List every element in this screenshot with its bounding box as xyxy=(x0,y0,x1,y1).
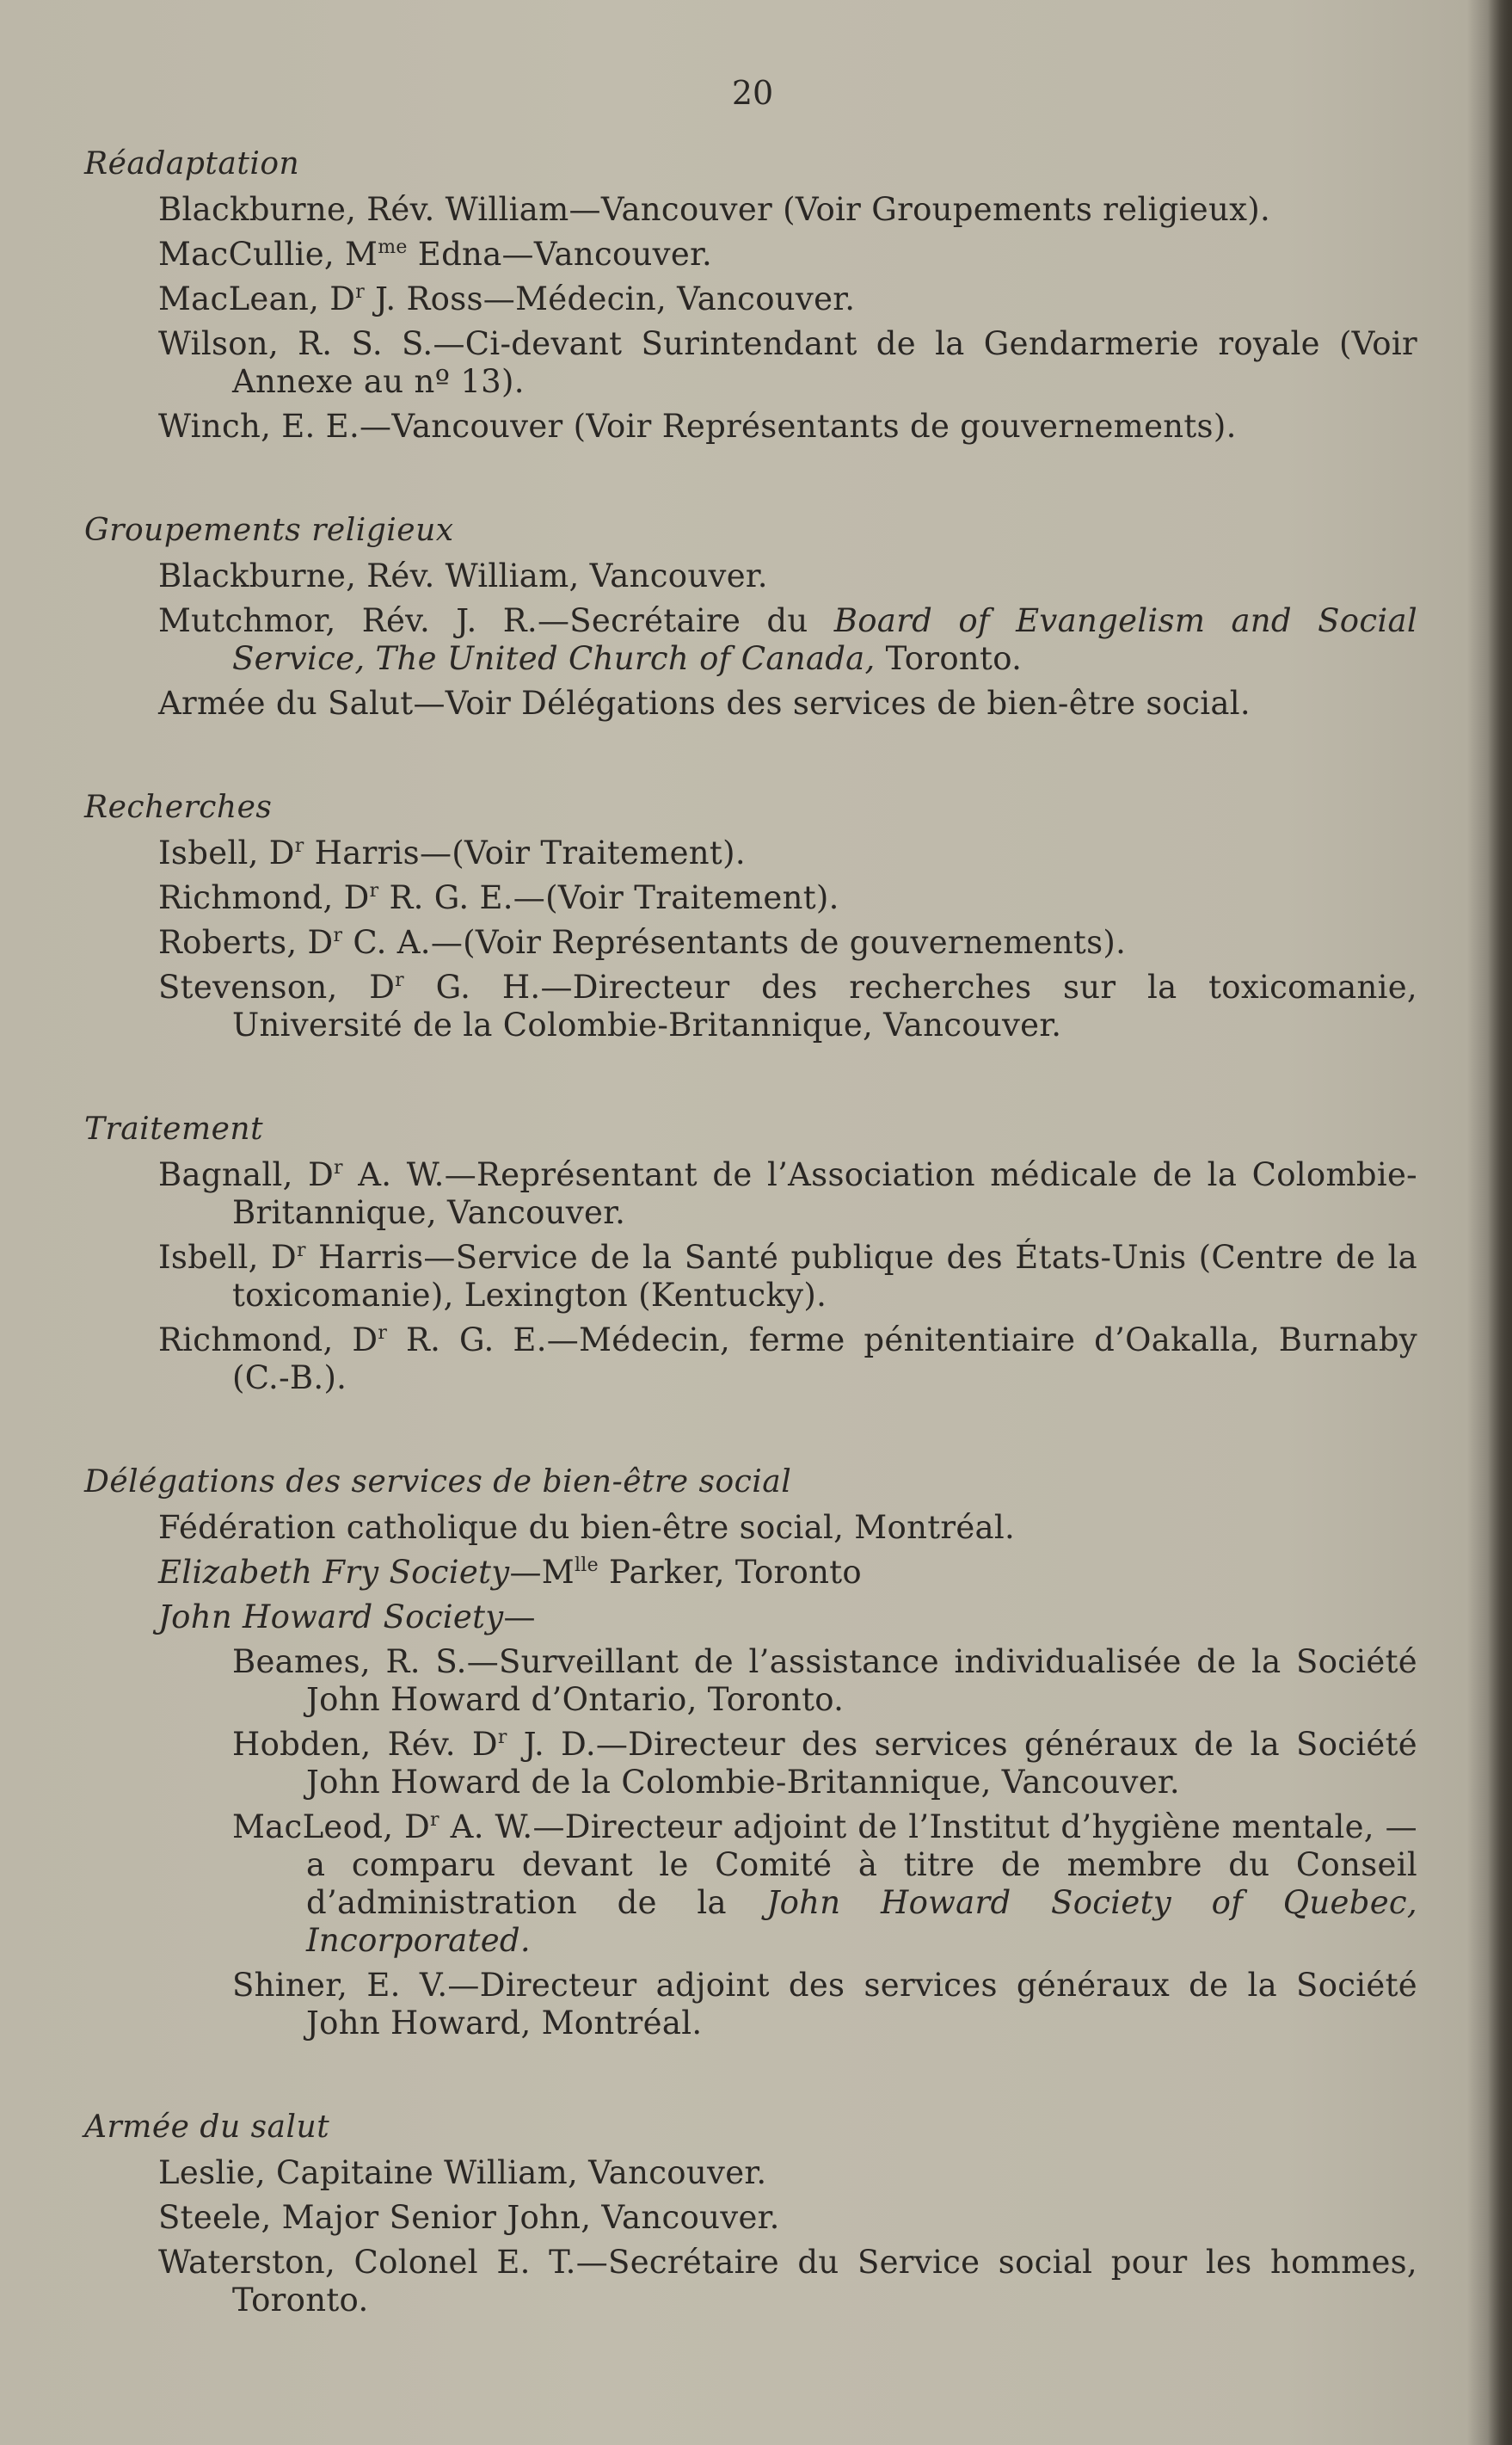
page-edge-shadow xyxy=(1488,0,1512,2445)
entry: Richmond, $D^r$ R. G. E.—(Voir Traitement). xyxy=(158,879,839,916)
section-heading: Recherches xyxy=(84,790,273,825)
entry: MacLean, $D^r$ J. Ross—Médecin, Vancouver. xyxy=(158,280,856,317)
entry: Winch, E. E.—Vancouver (Voir Représentants de gouvernements). xyxy=(158,408,1237,445)
entry: Steele, Major Senior John, Vancouver. xyxy=(158,2199,780,2236)
section-heading: Groupements religieux xyxy=(84,513,454,548)
sub-entry: Beames, R. S.—Surveillant de l’assistance individualisée de la Société John Howard d’Ontario, Toronto. xyxy=(232,1643,1417,1718)
sub-entry: MacLeod, $D^r$ A. W.—Directeur adjoint de l’Institut d’hygiène mentale, —a comparu devant le Comité à titre de membre du Conseil d’administration de la John Howard Society of Quebec, Incorporated. xyxy=(232,1808,1417,1959)
section-heading: Armée du salut xyxy=(84,2109,330,2145)
section-heading: Traitement xyxy=(84,1112,264,1147)
entry: Armée du Salut—Voir Délégations des services de bien-être social. xyxy=(158,685,1251,722)
entry: Fédération catholique du bien-être social, Montréal. xyxy=(158,1509,1016,1546)
entry: John Howard Society— xyxy=(158,1598,536,1635)
entry: Roberts, $D^r$ C. A.—(Voir Représentants de gouvernements). xyxy=(158,924,1127,961)
section-readaptation xyxy=(84,145,1417,446)
entry: Richmond, $D^r$ R. G. E.—Médecin, ferme pénitentiaire d’Oakalla, Burnaby (C.-B.). xyxy=(158,1321,1418,1396)
entry: Blackburne, Rév. William—Vancouver (Voir Groupements religieux). xyxy=(158,191,1271,228)
section-treatment xyxy=(84,1110,1417,1397)
section-heading: Réadaptation xyxy=(84,146,300,182)
entry: Mutchmor, Rév. J. R.—Secrétaire du Board of Evangelism and Social Service, The United Church of Canada, Toronto. xyxy=(158,602,1417,677)
section-heading: Délégations des services de bien-être social xyxy=(84,1464,792,1500)
entry: Leslie, Capitaine William, Vancouver. xyxy=(158,2154,767,2191)
entry: Stevenson, $D^r$ G. H.—Directeur des recherches sur la toxicomanie, Université de la Colombie-Britannique, Vancouver. xyxy=(158,969,1417,1044)
entry: Bagnall, $D^r$ A. W.—Représentant de l’Association médicale de la Colombie-Britannique, Vancouver. xyxy=(158,1156,1417,1231)
entry: Waterston, Colonel E. T.—Secrétaire du Service social pour les hommes, Toronto. xyxy=(158,2244,1417,2319)
section-welfare-delegations xyxy=(84,1463,1417,2042)
entry: Blackburne, Rév. William, Vancouver. xyxy=(158,557,768,594)
entry: Isbell, $D^r$ Harris—(Voir Traitement). xyxy=(158,835,746,871)
entry: Elizabeth Fry $Society—M^{lle}$ Parker, Toronto xyxy=(158,1554,862,1591)
section-religious-groups xyxy=(84,511,1417,723)
section-research xyxy=(84,788,1417,1044)
page-content xyxy=(84,145,1417,2385)
page-number: 20 xyxy=(731,74,774,112)
section-salvation-army xyxy=(84,2108,1417,2319)
sub-entry: Hobden, Rév. $D^r$ J. D.—Directeur des services généraux de la Société John Howard de la Colombie-Britannique, Vancouver. xyxy=(232,1726,1417,1801)
sub-entry: Shiner, E. V.—Directeur adjoint des services généraux de la Société John Howard, Montréal. xyxy=(232,1967,1417,2042)
entry: MacCullie, $M^{me}$ Edna—Vancouver. xyxy=(158,236,713,273)
entry: Wilson, R. S. S.—Ci-devant Surintendant de la Gendarmerie royale (Voir Annexe au nº 13). xyxy=(158,325,1417,400)
entry: Isbell, $D^r$ Harris—Service de la Santé publique des États-Unis (Centre de la toxicomanie), Lexington (Kentucky). xyxy=(158,1239,1417,1314)
